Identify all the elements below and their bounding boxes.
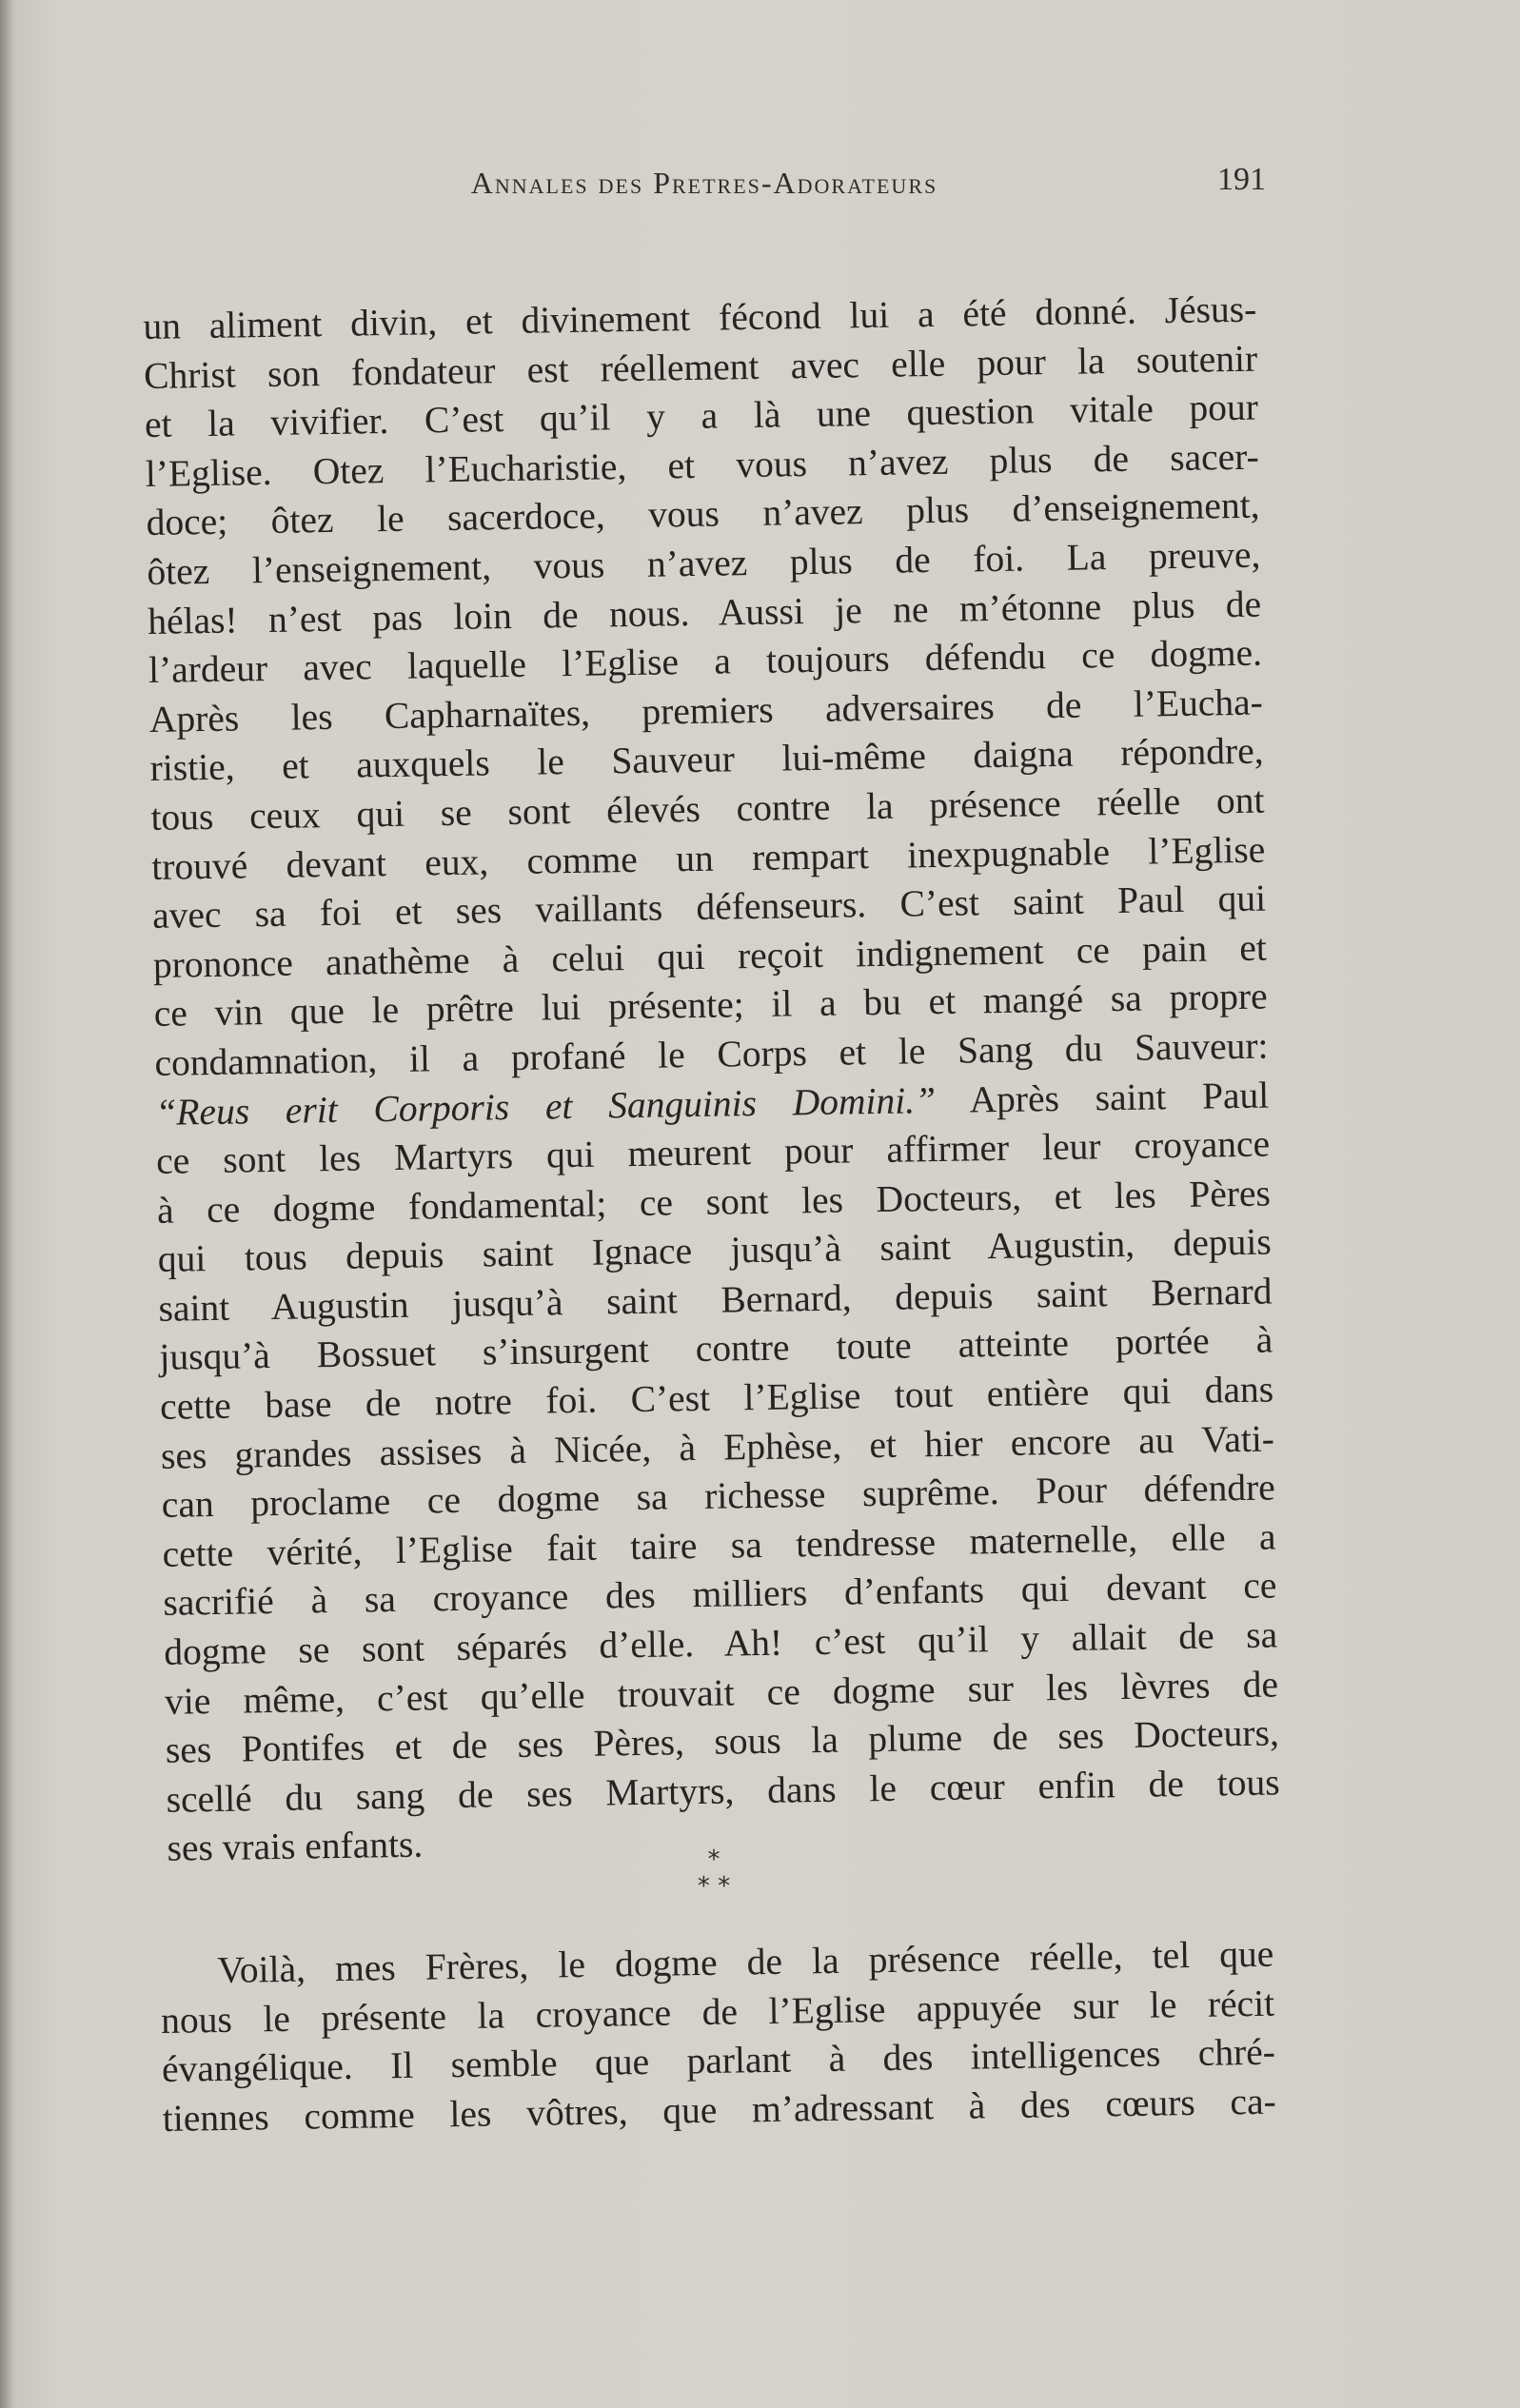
asterism-top: * <box>707 1845 721 1874</box>
text-line: évangélique. Il semble que parlant à des intelligences chré- <box>161 2030 1276 2091</box>
running-header <box>143 162 1266 209</box>
running-title: Annales des Pretres-Adorateurs <box>470 166 938 200</box>
text-line: ce vin que le prêtre lui présente; il a bu et mangé sa propre <box>153 975 1268 1036</box>
text-line: cette base de notre foi. C’est l’Eglise tout entière qui dans <box>159 1368 1274 1428</box>
text-line: vie même, c’est qu’elle trouvait ce dogme sur les lèvres de <box>164 1663 1279 1723</box>
text-line: Voilà, mes Frères, le dogme de la présence réelle, tel que <box>217 1932 1274 1992</box>
text-line: Christ son fondateur est réellement avec elle pour la soutenir <box>143 337 1258 397</box>
asterism-bottom: * * <box>697 1872 731 1901</box>
quote-line-rest: Après saint Paul <box>969 1074 1270 1120</box>
text-line: hélas! n’est pas loin de nous. Aussi je ne m’étonne plus de <box>147 582 1262 642</box>
text-line: et la vivifier. C’est qu’il y a là une question vitale pour <box>144 385 1259 446</box>
text-line: ristie, et auxquels le Sauveur lui-même daigna répondre, <box>149 729 1264 790</box>
text-line: scellé du sang de ses Martyrs, dans le cœur enfin de tous <box>166 1761 1280 1821</box>
text-line: dogme se sont séparés d’elle. Ah! c’est qu’il y allait de sa <box>163 1613 1278 1673</box>
text-line: nous le présente la croyance de l’Eglise appuyée sur le récit <box>160 1982 1275 2042</box>
text-line: l’Eglise. Otez l’Eucharistie, et vous n’avez plus de sacer- <box>145 435 1260 495</box>
text-line-last: ses vrais enfants. <box>167 1823 424 1870</box>
text-line: l’ardeur avec laquelle l’Eglise a toujours défendu ce dogme. <box>148 631 1263 692</box>
text-line: saint Augustin jusqu’à saint Bernard, depuis saint Bernard <box>158 1270 1273 1330</box>
text-line: condamnation, il a profané le Corps et le Sang du Sauveur: <box>154 1024 1269 1084</box>
text-line: ses grandes assises à Nicée, à Ephèse, et hier encore au Vati- <box>160 1417 1275 1477</box>
binding-gutter <box>0 0 13 2408</box>
text-line: ce sont les Martyrs qui meurent pour affirmer leur croyance <box>155 1122 1271 1182</box>
text-line: Après les Capharnaïtes, premiers adversaires de l’Eucha- <box>148 681 1264 740</box>
text-line: tous ceux qui se sont élevés contre la présence réelle ont <box>150 779 1265 839</box>
text-line: à ce dogme fondamental; ce sont les Docteurs, et les Pères <box>156 1172 1272 1232</box>
text-line: un aliment divin, et divinement fécond lui a été donné. Jésus- <box>143 287 1257 347</box>
latin-quote: “Reus erit Corporis et Sanguinis Domini.” <box>155 1078 937 1134</box>
text-line: avec sa foi et ses vaillants défenseurs. C’est saint Paul qui <box>151 877 1267 938</box>
text-line: ôtez l’enseignement, vous n’avez plus de foi. La preuve, <box>147 533 1261 593</box>
paragraph-2 <box>160 1930 1276 2144</box>
text-line: trouvé devant eux, comme un rempart inexpugnable l’Eglise <box>150 828 1266 888</box>
text-line: sacrifié à sa croyance des milliers d’enfants qui devant ce <box>163 1564 1277 1625</box>
asterism-separator <box>666 1846 761 1913</box>
text-line: tiennes comme les vôtres, que m’adressant à des cœurs ca- <box>162 2080 1277 2140</box>
text-line: qui tous depuis saint Ignace jusqu’à saint Augustin, depuis <box>157 1220 1272 1281</box>
text-line: cette vérité, l’Eglise fait taire sa tendresse maternelle, elle a <box>162 1515 1276 1575</box>
text-line: doce; ôtez le sacerdoce, vous n’avez plus d’enseignement, <box>146 484 1260 544</box>
text-line: can proclame ce dogme sa richesse suprême. Pour défendre <box>161 1466 1276 1527</box>
text-line: prononce anathème à celui qui reçoit indignement ce pain et <box>152 926 1268 986</box>
page-number: 191 <box>1217 162 1266 197</box>
paragraph-1 <box>143 286 1281 1874</box>
text-line: jusqu’à Bossuet s’insurgent contre toute atteinte portée à <box>159 1318 1273 1379</box>
text-line: ses Pontifes et de ses Pères, sous la plume de ses Docteurs, <box>165 1711 1280 1772</box>
